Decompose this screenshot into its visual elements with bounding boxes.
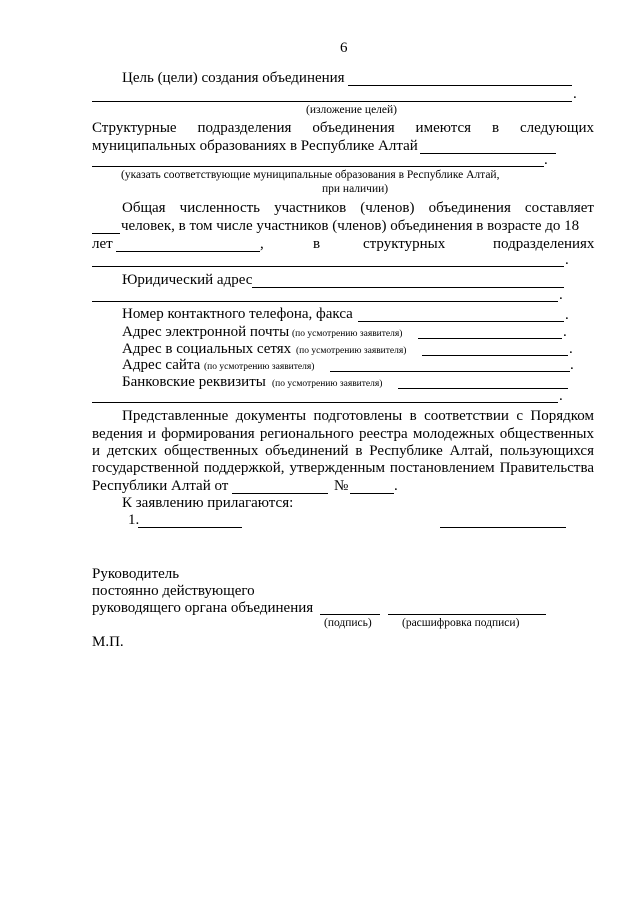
members-line-1: Общая численность участников (членов) объединения составляет <box>122 200 594 216</box>
bank-period: . <box>559 388 563 404</box>
members-word-let: лет <box>92 236 113 252</box>
members-struct-line <box>92 266 564 267</box>
members-word-struct: структурных <box>363 236 446 252</box>
statement-line-5: Республики Алтай от <box>92 478 229 494</box>
email-line <box>418 338 562 339</box>
bank-label: Банковские реквизиты <box>122 374 266 390</box>
statement-line-4: государственной поддержкой, утвержденным постановлением Правительства <box>92 460 594 476</box>
goal-caption: (изложение целей) <box>306 104 398 116</box>
bank-line-2 <box>92 402 558 403</box>
statement-date-blank <box>232 493 328 494</box>
signature-line-2: постоянно действующего <box>92 583 255 599</box>
members-word-v: в <box>313 236 321 252</box>
members-period: . <box>565 252 569 268</box>
signature-line-1: Руководитель <box>92 566 180 582</box>
site-period: . <box>570 357 574 373</box>
members-comma: , <box>260 236 264 252</box>
phone-period: . <box>565 307 569 323</box>
members-line-2: человек, в том числе участников (членов) объединения в возрасте до 18 <box>121 218 580 234</box>
bank-note: (по усмотрению заявителя) <box>272 379 383 389</box>
structure-period: . <box>544 152 548 168</box>
phone-line <box>358 321 564 322</box>
stamp-placeholder: М.П. <box>92 634 124 650</box>
members-count-blank <box>92 233 120 234</box>
structure-line-2: муниципальных образованиях в Республике Алтай <box>92 138 418 154</box>
signature-line-3: руководящего органа объединения <box>92 600 314 616</box>
attachment-item-1-right-line <box>440 527 566 528</box>
statement-line-1: Представленные документы подготовлены в соответствии с Порядком <box>122 408 594 424</box>
attachments-label: К заявлению прилагаются: <box>122 495 294 511</box>
signature-decode-line <box>388 614 546 615</box>
goal-period: . <box>573 86 577 102</box>
members-word-podr: подразделениях <box>493 236 595 252</box>
social-note: (по усмотрению заявителя) <box>296 346 407 356</box>
statement-line-2: ведения и формирования регионального реестра молодежных общественных <box>92 426 594 442</box>
page-number: 6 <box>340 40 348 56</box>
legal-address-label: Юридический адрес <box>122 272 253 288</box>
bank-line-1 <box>398 388 568 389</box>
structure-line-2-blank <box>420 153 556 154</box>
signature-sign-line <box>320 614 380 615</box>
site-note: (по усмотрению заявителя) <box>204 362 315 372</box>
social-period: . <box>569 341 573 357</box>
signature-decode-caption: (расшифровка подписи) <box>402 617 520 629</box>
site-line <box>330 371 570 372</box>
structure-line-1: Структурные подразделения объединения имеются в следующих <box>92 120 594 136</box>
attachment-item-1-line <box>138 527 242 528</box>
phone-label: Номер контактного телефона, факса <box>122 306 353 322</box>
goal-label: Цель (цели) создания объединения <box>122 70 345 86</box>
structure-caption-1: (указать соответствующие муниципальные образования в Республике Алтай, <box>121 169 500 181</box>
members-youth-blank <box>116 251 260 252</box>
social-line <box>422 355 568 356</box>
legal-address-line-1 <box>252 287 564 288</box>
statement-number-sign: № <box>334 478 349 494</box>
legal-address-period: . <box>559 287 563 303</box>
structure-caption-2: при наличии) <box>322 183 389 195</box>
goal-line-2 <box>92 101 572 102</box>
social-label: Адрес в социальных сетях <box>122 341 292 357</box>
email-note: (по усмотрению заявителя) <box>292 329 403 339</box>
signature-sign-caption: (подпись) <box>324 617 372 629</box>
email-period: . <box>563 324 567 340</box>
statement-line-3: и детских общественных объединений в Республике Алтай, пользующихся <box>92 443 594 459</box>
attachment-item-1: 1. <box>128 512 140 528</box>
statement-number-blank <box>350 493 394 494</box>
site-label: Адрес сайта <box>122 357 201 373</box>
legal-address-line-2 <box>92 301 558 302</box>
goal-line-1 <box>348 85 572 86</box>
email-label: Адрес электронной почты <box>122 324 290 340</box>
statement-period: . <box>394 478 398 494</box>
structure-line-3 <box>92 166 544 167</box>
